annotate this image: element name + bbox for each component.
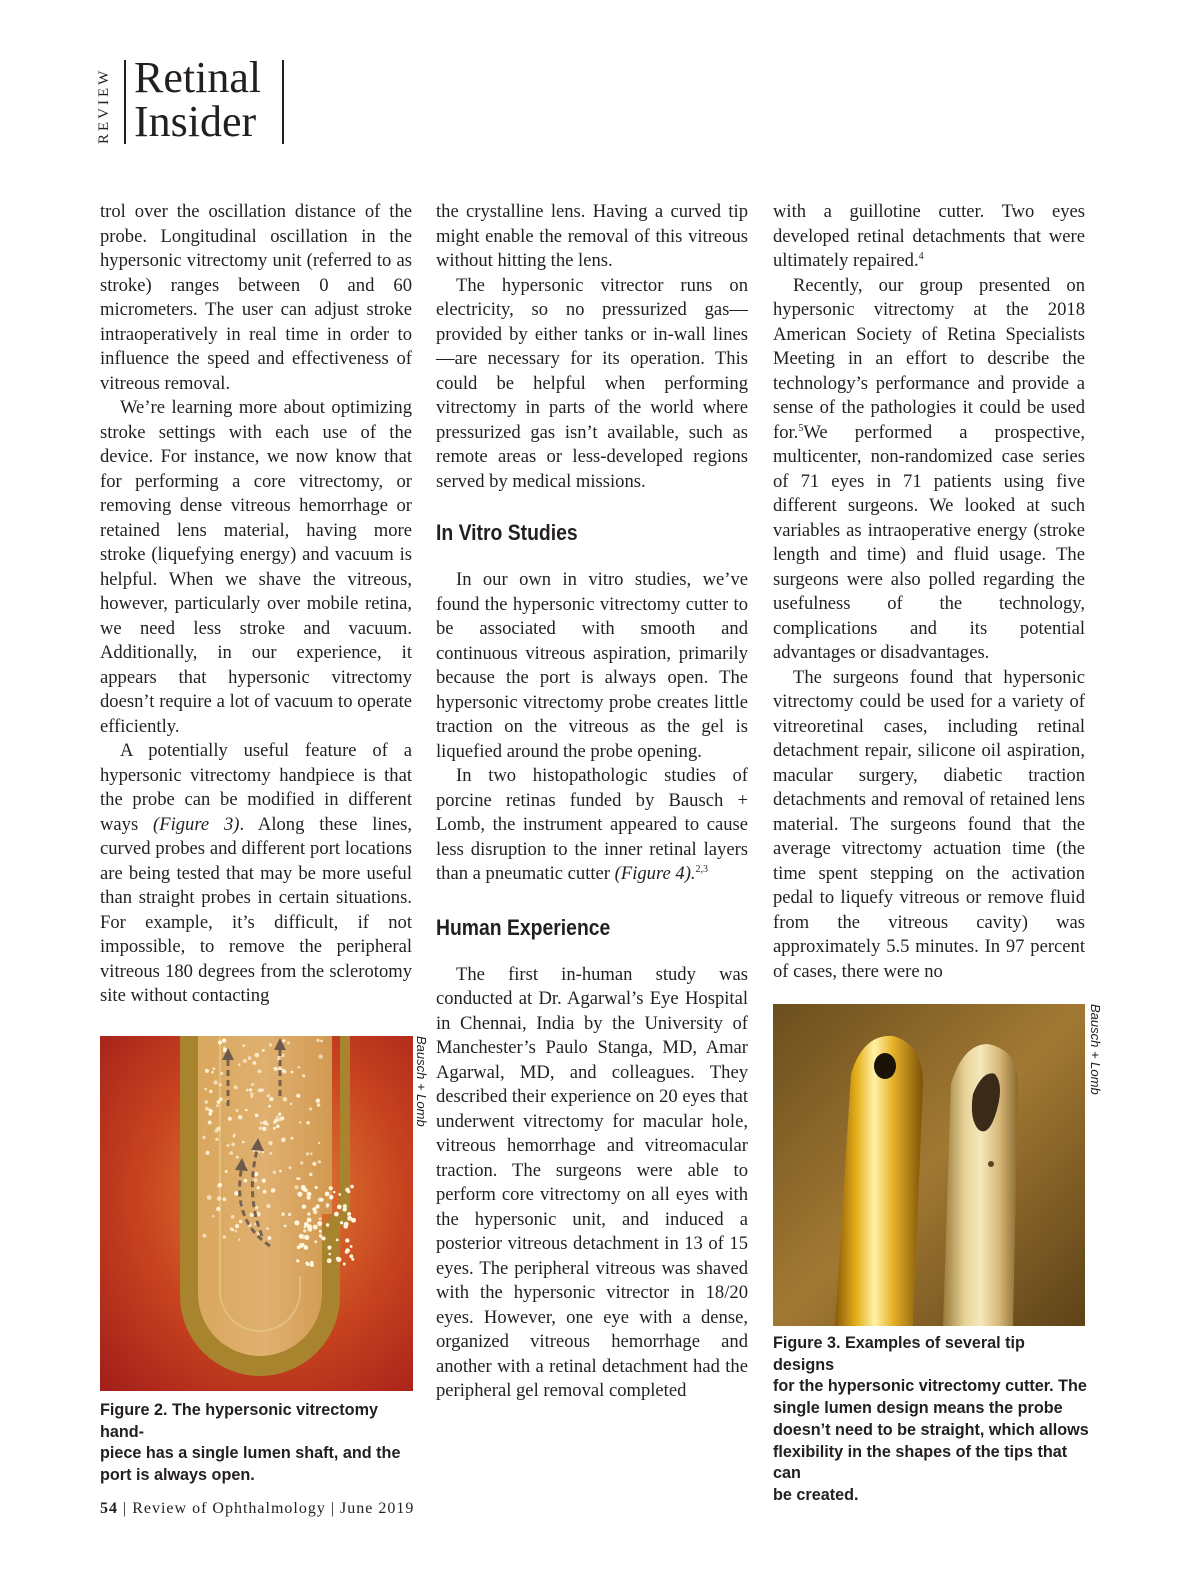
footer-separator: | [330,1500,336,1517]
paragraph: The first in-human study was conducted at Dr. Agarwal’s Eye Hospital in Chennai, India by the University of Manchester’s Paulo Stanga, MD, Amar Agarwal, MD, and colleagues. They described their experience on 20 eyes that underwent vitrectomy for macular hole, vitreous hemorrhage and vitreomacular traction. The surgeons were able to perform core vitrectomy on all eyes with the hypersonic unit, and induced a posterior vitreous detachment in 13 of 15 eyes. The peripheral vitreous was shaved with the hypersonic vitrector in 18/20 eyes. However, one eye with a dense, organized vitreous hemorrhage and another with a retinal detachment had the peripheral gel removal completed [436,963,748,1401]
paragraph: A potentially useful feature of a hypersonic vitrectomy handpiece is that the probe can be modified in different ways (Figure 3). Along these lines, curved probes and different port locations are being tested that may be more useful than straight probes in certain situations. For example, it’s difficult, if not impossible, to remove the peripheral vitreous 180 degrees from the sclerotomy site without contacting [100,740,412,1006]
caption-line: port is always open. [100,1466,255,1485]
caption-line: for the hypersonic vitrectomy cutter. The [773,1377,1087,1396]
citation: 4 [918,250,924,262]
paragraph: trol over the oscillation distance of the probe. Longitudinal oscillation in the hypersonic vitrectomy unit (referred to as stroke) ranges between 0 and 60 micrometers. The user can adjust stroke intraoperatively in real time in order to influence the speed and effectiveness of vitreous removal. [100,201,412,394]
caption-line: piece has a single lumen shaft, and the [100,1444,401,1463]
section-heading: In Vitro Studies [436,520,578,545]
paragraph: The hypersonic vitrector runs on electricity, so no pressurized gas—provided by either tanks or in-wall lines—are necessary for its operation. This could be helpful when performing vitrectomy in parts of the world where pressurized gas isn’t available, such as remote areas or less-developed regions served by medical missions. [436,274,748,492]
column-2 [436,200,748,1404]
paragraph: with a guillotine cutter. Two eyes developed retinal detachments that were ultimately repaired.$^4$ [773,201,1085,271]
figure-reference: (Figure 4). [614,863,696,884]
page-number: 54 [100,1500,118,1517]
paragraph: Recently, our group presented on hypersonic vitrectomy at the 2018 American Society of Retina Specialists Meeting in an effort to describe the technology’s performance and provide a sense of the pathologies it could be used for.$^5$We performed a prospective, multicenter, non-randomized case series of 71 eyes in 71 patients using five different surgeons. We looked at such variables as intraoperative energy (stroke length and time) and fluid usage. The surgeons were also polled regarding the usefulness of the technology, complications and its potential advantages or disadvantages. [773,274,1085,663]
paragraph: In two histopathologic studies of porcine retinas funded by Bausch + Lomb, the instrument appeared to cause less disruption to the inner retinal layers than a pneumatic cutter (Figure 4).$^{2,3}$ [436,765,748,884]
masthead-kicker: REVIEW [96,67,112,145]
column-1 [100,200,412,1009]
citation: 5 [798,422,804,434]
figure-3-caption [773,1333,1089,1507]
figure-3-photo [773,1004,1085,1326]
caption-line: flexibility in the shapes of the tips that can [773,1442,1068,1483]
citation: 2,3 [695,863,709,875]
paragraph: We’re learning more about optimizing stroke settings with each use of the device. For instance, we now know that for performing a core vitrectomy, or removing dense vitreous hemorrhage or retained lens material, having more stroke (liquefying energy) and vacuum is helpful. When we shave the vitreous, however, particularly over mobile retina, we need less stroke and vacuum. Additionally, in our experience, it appears that hypersonic vitrectomy doesn’t require a lot of vacuum to operate efficiently. [100,397,412,737]
figure-2-illustration [100,1036,413,1391]
column-3 [773,200,1085,984]
section-title-line2: Insider [134,97,257,146]
section-title-line1: Retinal [134,53,262,102]
paragraph: the crystalline lens. Having a curved tip might enable the removal of this vitreous without hitting the lens. [436,201,748,271]
photo-credit: Bausch + Lomb [1088,1004,1103,1095]
page-footer [100,1500,414,1518]
caption-line: Figure 3. Examples of several tip designs [773,1334,1025,1374]
issue-date: June 2019 [340,1500,415,1517]
masthead-divider [124,60,126,144]
caption-line: Figure 2. The hypersonic vitrectomy hand- [100,1401,378,1441]
paragraph: The surgeons found that hypersonic vitrectomy could be used for a variety of vitreoretinal cases, including retinal detachment repair, silicone oil aspiration, macular surgery, diabetic traction detachments and removal of retained lens material. The surgeons found that the average vitrectomy actuation time (the time spent stepping on the activation pedal to liquefy vitreous or remove fluid from the vitreous cavity) was approximately 5.5 minutes. In 97 percent of cases, there were no [773,666,1085,982]
caption-line: single lumen design means the probe [773,1399,1063,1418]
probe-diagram [100,1036,413,1391]
photo-credit: Bausch + Lomb [414,1036,429,1127]
caption-line: doesn’t need to be straight, which allows [773,1420,1089,1439]
paragraph: In our own in vitro studies, we’ve found the hypersonic vitrectomy cutter to be associated with smooth and continuous vitreous aspiration, primarily because the port is always open. The hypersonic vitrectomy probe creates little traction on the vitreous as the gel is liquefied around the probe opening. [436,569,748,762]
magazine-name: Review of Ophthalmology [132,1500,326,1517]
figure-2-caption [100,1400,418,1487]
caption-line: be created. [773,1485,859,1504]
section-heading: Human Experience [436,914,611,940]
masthead-divider [282,60,284,144]
probe-tips-photo [773,1004,1085,1326]
footer-separator: | [123,1500,128,1517]
